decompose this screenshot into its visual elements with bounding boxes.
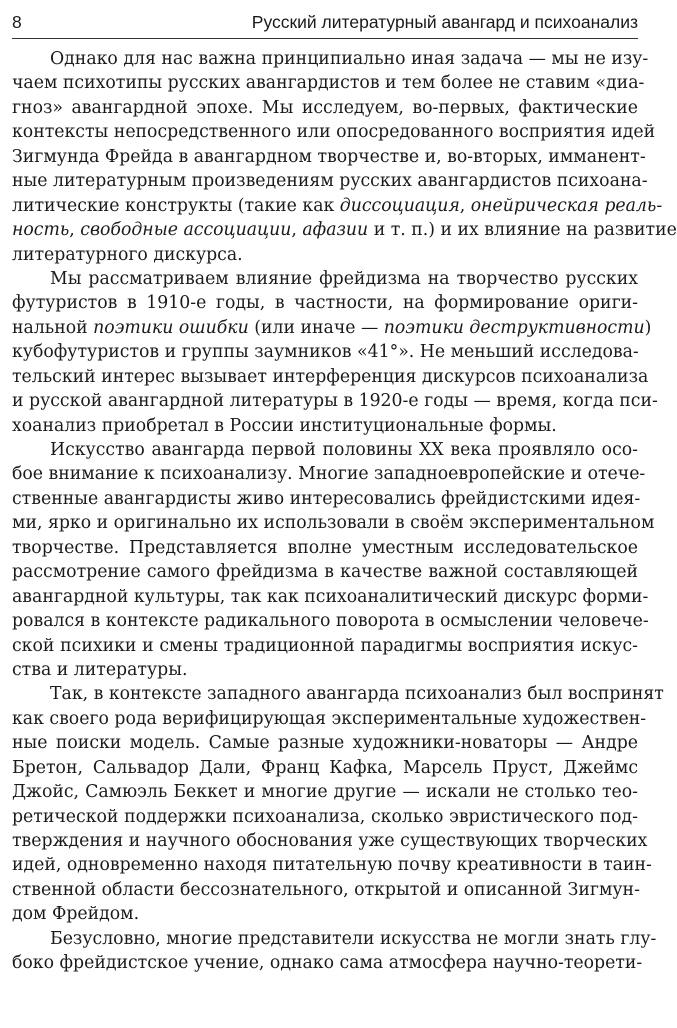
text-line <box>12 511 655 535</box>
text-line <box>12 194 663 218</box>
text-segment: ственные авангардисты живо интересовались фрейдистскими идея- <box>12 488 641 509</box>
text-segment: творчестве. Представляется вполне уместным исследовательское <box>12 537 638 558</box>
text-line <box>12 585 649 609</box>
italic-term: свободные ассоциации <box>80 220 292 241</box>
text-segment: (или иначе — <box>248 317 384 338</box>
text-line <box>12 145 646 169</box>
text-segment: боко фрейдистское учение, однако сама атмосфера научно-теорети- <box>12 953 643 974</box>
text-segment: , <box>69 220 81 241</box>
text-line <box>12 267 638 291</box>
body-text <box>12 47 677 976</box>
text-line <box>12 853 652 877</box>
text-line <box>12 829 648 853</box>
text-line <box>12 316 652 340</box>
text-line <box>12 291 638 315</box>
text-segment: , <box>459 195 471 216</box>
paragraph <box>12 47 677 267</box>
text-line <box>12 560 638 584</box>
text-line <box>12 71 645 95</box>
text-line <box>12 487 641 511</box>
text-segment: тверждения и научного обоснования уже существующих творческих <box>12 831 648 851</box>
text-segment: , <box>291 220 303 241</box>
text-segment: Однако для нас важна принципиально иная задача — мы не изу- <box>50 49 649 69</box>
italic-term: афазии <box>302 220 369 241</box>
text-segment: футуристов в 1910-е годы, в частности, на формирование ориги- <box>12 293 638 314</box>
text-segment: Безусловно, многие представители искусства не могли знать глу- <box>50 928 657 949</box>
text-line <box>12 682 664 706</box>
text-segment: литературного дискурса. <box>12 244 243 265</box>
text-line <box>12 634 638 658</box>
italic-term: поэтики деструктивности <box>383 317 645 338</box>
text-line <box>12 120 656 144</box>
text-segment: Мы рассматриваем влияние фрейдизма на творчество русских <box>50 268 638 289</box>
text-line <box>12 340 638 364</box>
text-segment: бое внимание к психоанализу. Многие западноевропейские и отече- <box>12 464 646 485</box>
text-segment: гноз» авангардной эпохе. Мы исследуем, во-первых, фактические <box>12 97 638 118</box>
text-line <box>12 438 638 462</box>
text-segment: кубофутуристов и группы заумников «41°». Не меньший исследова- <box>12 342 639 363</box>
text-line <box>12 780 638 804</box>
text-segment: ми, ярко и оригинально их использовали в своём экспериментальном <box>12 513 655 534</box>
text-segment: ретической поддержки психоанализа, сколько эвристического под- <box>12 806 638 827</box>
text-segment: и русской авангардной литературы в 1920-е годы — время, когда пси- <box>12 391 658 412</box>
text-line <box>12 462 646 486</box>
text-segment: Бретон, Сальвадор Дали, Франц Кафка, Марсель Пруст, Джеймс <box>12 757 638 778</box>
text-segment: нальной <box>12 317 94 338</box>
text-segment: ровался в контексте радикального поворота в осмыслении человече- <box>12 611 649 632</box>
text-segment: литические конструкты (такие как <box>12 195 340 216</box>
text-segment: идей, одновременно находя питательную почву креативности в таин- <box>12 855 652 876</box>
paragraph <box>12 927 657 976</box>
text-segment: ственной области бессознательного, открытой и описанной Зигмун- <box>12 879 640 900</box>
italic-term: онейрическая реаль- <box>470 195 663 216</box>
text-line <box>12 756 638 780</box>
running-title: Русский литературный авангард и психоанализ <box>251 12 638 32</box>
text-line <box>12 658 638 682</box>
text-segment: чаем психотипы русских авангардистов и тем более не ставим «диа- <box>12 73 645 94</box>
text-line <box>12 96 638 120</box>
text-segment: ) <box>644 317 652 338</box>
italic-term: диссоциация <box>339 195 460 216</box>
text-line <box>12 902 638 926</box>
text-line <box>12 169 648 193</box>
italic-term: ность <box>12 220 70 241</box>
text-segment: контексты непосредственного или опосредованного восприятия идей <box>12 122 656 143</box>
text-segment: тельский интерес вызывает интерференция дискурсов психоанализа <box>12 366 649 387</box>
text-segment: Зигмунда Фрейда в авангардном творчестве и, во-вторых, имманент- <box>12 146 646 167</box>
text-line <box>12 878 638 902</box>
text-segment: ства и литературы. <box>12 659 188 680</box>
text-segment: Искусство авангарда первой половины XX века проявляло осо- <box>50 440 638 460</box>
page-number: 8 <box>12 12 22 32</box>
text-line <box>12 609 649 633</box>
text-segment: как своего рода верифицирующая экспериментальные художествен- <box>12 708 647 729</box>
text-segment: хоанализ приобретал в России институциональные формы. <box>12 415 557 436</box>
text-line <box>12 536 638 560</box>
text-line <box>12 218 677 242</box>
running-header <box>12 6 638 39</box>
text-segment: ные литературным произведениям русских авангардистов психоана- <box>12 171 648 192</box>
text-segment: рассмотрение самого фрейдизма в качестве важной составляющей <box>12 562 638 583</box>
text-segment: и т. п.) и их влияние на развитие <box>368 220 677 241</box>
paragraph <box>12 438 655 682</box>
text-segment: Так, в контексте западного авангарда психоанализ был воспринят <box>50 684 664 705</box>
text-line <box>12 707 647 731</box>
text-segment: ные поиски модель. Самые разные художники-новаторы — Андре <box>12 733 638 754</box>
text-segment: авангардной культуры, так как психоаналитический дискурс форми- <box>12 586 649 607</box>
text-segment: ской психики и смены традиционной парадигмы восприятия искус- <box>12 635 638 656</box>
text-line <box>12 365 649 389</box>
text-line <box>12 414 638 438</box>
paragraph <box>12 267 658 438</box>
text-line <box>12 951 643 975</box>
text-line <box>12 805 638 829</box>
italic-term: поэтики ошибки <box>93 317 249 338</box>
text-segment: Джойс, Самюэль Беккет и многие другие — искали не столько тео- <box>12 782 638 803</box>
text-line <box>12 927 657 951</box>
paragraph <box>12 682 664 926</box>
text-line <box>12 243 638 267</box>
text-line <box>12 47 649 71</box>
text-line <box>12 731 638 755</box>
text-segment: дом Фрейдом. <box>12 904 140 925</box>
text-line <box>12 389 658 413</box>
